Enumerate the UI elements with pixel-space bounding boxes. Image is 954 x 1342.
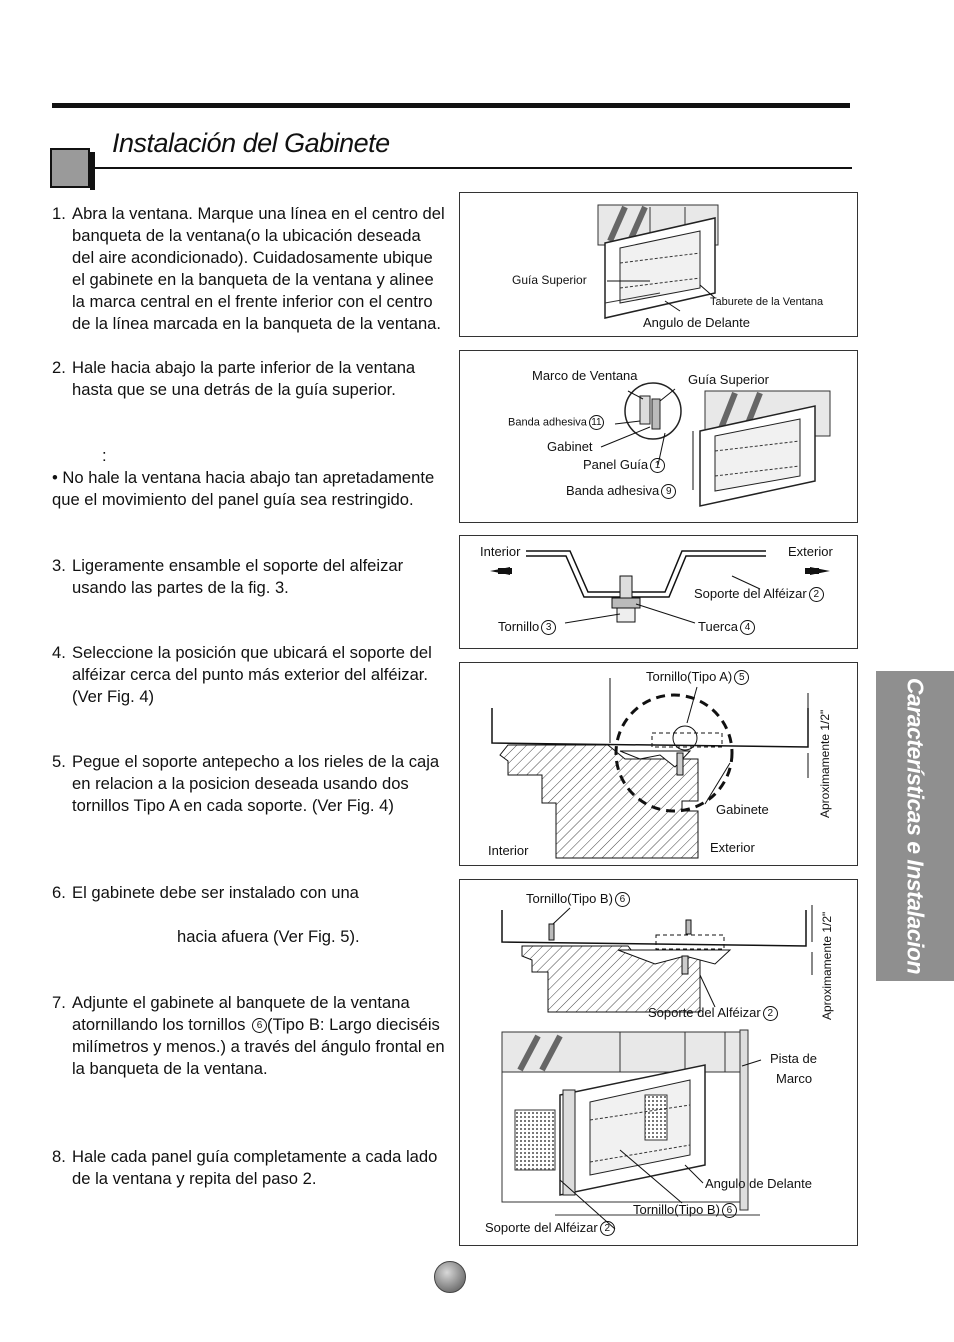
label-text: Tornillo(Tipo B) (526, 891, 613, 906)
figure-5 (459, 879, 858, 1246)
label-soporte (648, 1005, 778, 1021)
label-text: Banda adhesiva (508, 416, 587, 429)
label-text: Soporte del Alféizar (694, 586, 807, 601)
step-text-a: Adjunte el gabinete al banquete de la ventana atornillando los tornillos (72, 993, 410, 1034)
step-text-b: (Tipo B: Largo dieciséis milímetros y menos.) a través del ángulo frontal en la banqueta de la ventana. (72, 1015, 445, 1078)
part-number: 2 (763, 1006, 778, 1021)
label-tornillo-2 (633, 1202, 737, 1218)
label-aprox: Aproximamente 1/2" (818, 709, 832, 818)
part-number: 6 (615, 892, 630, 907)
note-text: • No hale la ventana hacia abajo tan apretadamente que el movimiento del panel guía sea restringido. (52, 468, 435, 509)
label-interior: Interior (480, 544, 521, 559)
figure-3 (459, 535, 858, 649)
label-pista: Pista de (770, 1051, 817, 1066)
step-number: 1. (52, 204, 66, 223)
label-text: Soporte del Alféizar (648, 1005, 761, 1020)
part-number: 6 (722, 1203, 737, 1218)
section-marker-shadow (90, 152, 95, 190)
label-tornillo (498, 619, 556, 635)
step-3 (52, 555, 447, 599)
label-exterior: Exterior (788, 544, 833, 559)
label-text: Tornillo(Tipo A) (646, 669, 733, 684)
part-number: 3 (541, 620, 556, 635)
step-4 (52, 642, 447, 708)
step-number: 8. (52, 1147, 66, 1166)
step-text (52, 992, 447, 1080)
label-gabinete: Gabinete (716, 802, 769, 817)
label-text: Tuerca (698, 619, 738, 634)
part-number: 9 (661, 484, 676, 499)
screw-number: 6 (252, 1018, 267, 1033)
label-tornillo (646, 669, 749, 685)
label-text: Banda adhesiva (566, 483, 660, 498)
step-6 (52, 882, 447, 904)
step-text: Seleccione la posición que ubicará el soporte del alféizar cerca del punto más exterior del alféizar.(Ver Fig. 4) (72, 643, 432, 706)
section-marker (50, 148, 90, 188)
label-banda-1 (508, 415, 604, 430)
side-tab-label: Características e Instalacion (902, 677, 929, 975)
label-guia-superior: Guía Superior (512, 273, 587, 287)
part-number: 1 (650, 458, 665, 473)
label-text: Tornillo (498, 619, 540, 634)
part-number: 11 (589, 415, 604, 430)
step-5 (52, 751, 447, 817)
step-7 (52, 992, 447, 1080)
figure-4 (459, 662, 858, 866)
label-text: Panel Guía (583, 457, 649, 472)
step-2 (52, 357, 447, 401)
top-rule (52, 103, 850, 108)
part-number: 4 (740, 620, 755, 635)
label-exterior: Exterior (710, 840, 755, 855)
label-aprox: Aproximamente 1/2" (820, 911, 834, 1020)
step-number: 6. (52, 883, 66, 902)
step-number: 7. (52, 993, 66, 1012)
title-rule (95, 167, 852, 169)
label-taburete: Taburete de la Ventana (710, 296, 824, 308)
note-colon: : (102, 446, 107, 465)
step-text: Hale hacia abajo la parte inferior de la ventana hasta que se una detrás de la guía superior. (72, 358, 416, 399)
figure-4-drawing (460, 663, 859, 867)
label-tuerca (698, 619, 755, 635)
section-side-tab (876, 671, 954, 981)
step-text: Ligeramente ensamble el soporte del alfeizar usando las partes de la fig. 3. (72, 556, 404, 597)
label-angulo: Angulo de Delante (643, 315, 750, 330)
step-text: Pegue el soporte antepecho a los rieles de la caja en relacion a la posicion deseada usando dos tornillos Tipo A en cada soporte. (Ver Fig. 4) (72, 752, 440, 815)
step-text: El gabinete debe ser instalado con una (72, 883, 359, 902)
step-number: 3. (52, 556, 66, 575)
label-interior: Interior (488, 843, 529, 858)
label-guia-superior: Guía Superior (688, 372, 769, 387)
label-tornillo (526, 891, 630, 907)
step-number: 5. (52, 752, 66, 771)
label-panel (583, 457, 665, 473)
step-1 (52, 203, 447, 335)
figure-2 (459, 350, 858, 523)
part-number: 5 (734, 670, 749, 685)
label-text: Soporte del Alféizar (485, 1220, 598, 1235)
step-number: 4. (52, 643, 66, 662)
label-marco: Marco de Ventana (532, 368, 638, 383)
step-6-cont: hacia afuera (Ver Fig. 5). (177, 927, 360, 946)
page-number-marker (434, 1261, 466, 1293)
label-soporte-2 (485, 1220, 615, 1236)
step-text: Abra la ventana. Marque una línea en el centro del banqueta de la ventana(o la ubicación deseada del aire acondicionado). Cuidadosamente ubique el gabinete en la banqueta de la ventana y alinee la marca central en el frente inferior con el centro de la línea marcada en la banqueta de la ventana. (72, 204, 445, 333)
label-marco: Marco (776, 1071, 813, 1086)
label-gabinet: Gabinet (547, 439, 593, 454)
label-banda-2 (566, 483, 676, 499)
step-number: 2. (52, 358, 66, 377)
page-title: Instalación del Gabinete (112, 128, 390, 158)
part-number: 2 (600, 1221, 615, 1236)
label-soporte (694, 586, 824, 602)
label-text: Tornillo(Tipo B) (633, 1202, 720, 1217)
label-angulo: Angulo de Delante (705, 1176, 812, 1191)
step-8 (52, 1146, 447, 1190)
figure-1 (459, 192, 858, 337)
step-text: Hale cada panel guía completamente a cada lado de la ventana y repita del paso 2. (72, 1147, 438, 1188)
part-number: 2 (809, 587, 824, 602)
